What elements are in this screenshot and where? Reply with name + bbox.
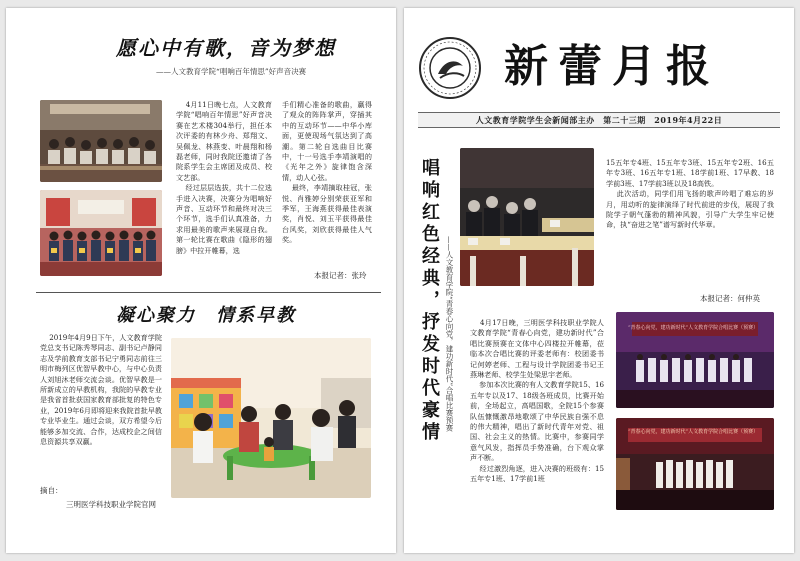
article1-subtitle: ——人文教育学院“唱响百年情思”好声音决赛 bbox=[156, 67, 307, 76]
right-page bbox=[404, 8, 794, 553]
article2-body: 2019年4月9日下午，人文教育学院党总支书记陈秀琴同志、副书记卢静同志及学前教育支部书记宁勇同志前往三明市梅列区优智早教中心，与中心负责人刘旭沐老师交流会谈。优智早教是一所新成立的早教机构，我院的早教专业是我省首批获国家教育部批复的特色专业，2019年6月即将迎来我院首批早教专业毕业生。通过会谈，双方希望今后能够多加交流、合作，达成校企之间信息资源共享双赢。 bbox=[40, 333, 162, 447]
article3-main-column: 4月17日晚，三明医学科技职业学院人文教育学院“青春心向党，建功新时代”合唱比赛预赛在文体中心四楼拉开帷幕，莅临本次合唱比赛的评委老师有：校团委书记何婷老师、工程与设计学院团委书记王燕琳老师、校学生处梁思宇老师。 参加本次比赛的有人文教育学院15、16五年专以及17、18级各班成员，比赛开始前，全场起立，高唱国歌，全院15个参赛队伍慷慨激昂地歌颂了中华民族自强不息的伟大精神，唱出了新时代青年对党、祖国、社会主义的热情。比赛中，参赛同学意气风发，指挥员手势准确，台下观众掌声不断。 经过激烈角逐，进入决赛的班级有：15五年专1班、17学前1班 bbox=[470, 318, 604, 484]
school-logo-text bbox=[404, 8, 405, 9]
section-divider bbox=[36, 292, 381, 293]
article3-vertical-subtitle: ——人文教育学院“青春心向党，建功新时代”合唱比赛预赛 bbox=[445, 236, 454, 432]
article3-reporter: 本报记者：何仲英 bbox=[700, 294, 760, 303]
article2-title: 凝心聚力 情系早教 bbox=[116, 305, 296, 326]
article3-right-column: 15五年专4班、15五年专3班、15五年专2班、16五年专3班、16五年专1班、18学前1班、17早教、18学前3班、17学前3班以及18高铁。 此次活动，同学们用飞扬的歌声吟唱了难忘的岁月，用动听的旋律演绎了时代前进的步伐，展现了我院学子朝气蓬勃的精神风貌，引导广大学生牢记使命，执“奋进之笔”谱写新时代华章。 bbox=[606, 158, 774, 230]
article3-vertical-title: 唱响红色经典，抒发时代豪情 bbox=[419, 158, 440, 444]
school-logo bbox=[418, 36, 482, 100]
article1-reporter: 本报记者：张玲 bbox=[314, 271, 367, 280]
article1-column-2: 手们精心准备的歌曲，赢得了观众的阵阵掌声，穿插其中的互动环节——中华小库面，更使现场气氛达到了高潮。第二轮自选曲目比赛中，十一号选手李靖演唱的《光年之外》旋律饱含深情，动人心弦。 最终，李靖摘取桂冠，张悦、肖雅婷分别荣获亚军和季军，王海燕获得最佳表演奖，肖悦、刘玉平获得最佳台风奖，刘欣获得最佳人气奖。 bbox=[282, 100, 372, 245]
article2-excerpt-label: 摘自： bbox=[40, 486, 63, 495]
early-education-center-photo bbox=[171, 338, 371, 498]
article1-title: 愿心中有歌，音为梦想 bbox=[116, 36, 336, 60]
choir-contest-audience-photo bbox=[460, 148, 594, 286]
article1-column-1: 4月11日晚七点，人文教育学院“唱响百年情思”好声音决赛在艺术楼304举行，担任本次评委的有林少舟、郑翔文、吴佩龙、林燕变、叶晨翔和杨磊老师，同时我院还邀请了各院系学生会主席团及成员、校文艺部。 经过层层选拔，共十二位选手进入决赛，决赛分为唱响好声音、互动环节和最终对决三个环节，选手们认真准备，力求用最美的歌声来展现自我。第一轮比赛在歌曲《隐形的翅膀》中拉开帷幕，选 bbox=[176, 100, 272, 255]
newspaper-masthead-title: 新蕾月报 bbox=[504, 41, 720, 92]
issue-info-bar: 人文教育学院学生会新闻部主办 第二十三期 2019年4月22日 bbox=[418, 112, 780, 128]
singing-contest-photo-2 bbox=[40, 190, 162, 276]
choir-banner-text-1: “青春心向党，建功新时代”人文教育学院合唱比赛（预赛） bbox=[628, 325, 759, 331]
left-page bbox=[6, 8, 396, 553]
singing-contest-photo-1 bbox=[40, 100, 162, 182]
choir-banner-text-2: “青春心向党，建功新时代”人文教育学院合唱比赛（预赛） bbox=[628, 429, 759, 435]
article2-source: 三明医学科技职业学院官网 bbox=[66, 500, 156, 509]
